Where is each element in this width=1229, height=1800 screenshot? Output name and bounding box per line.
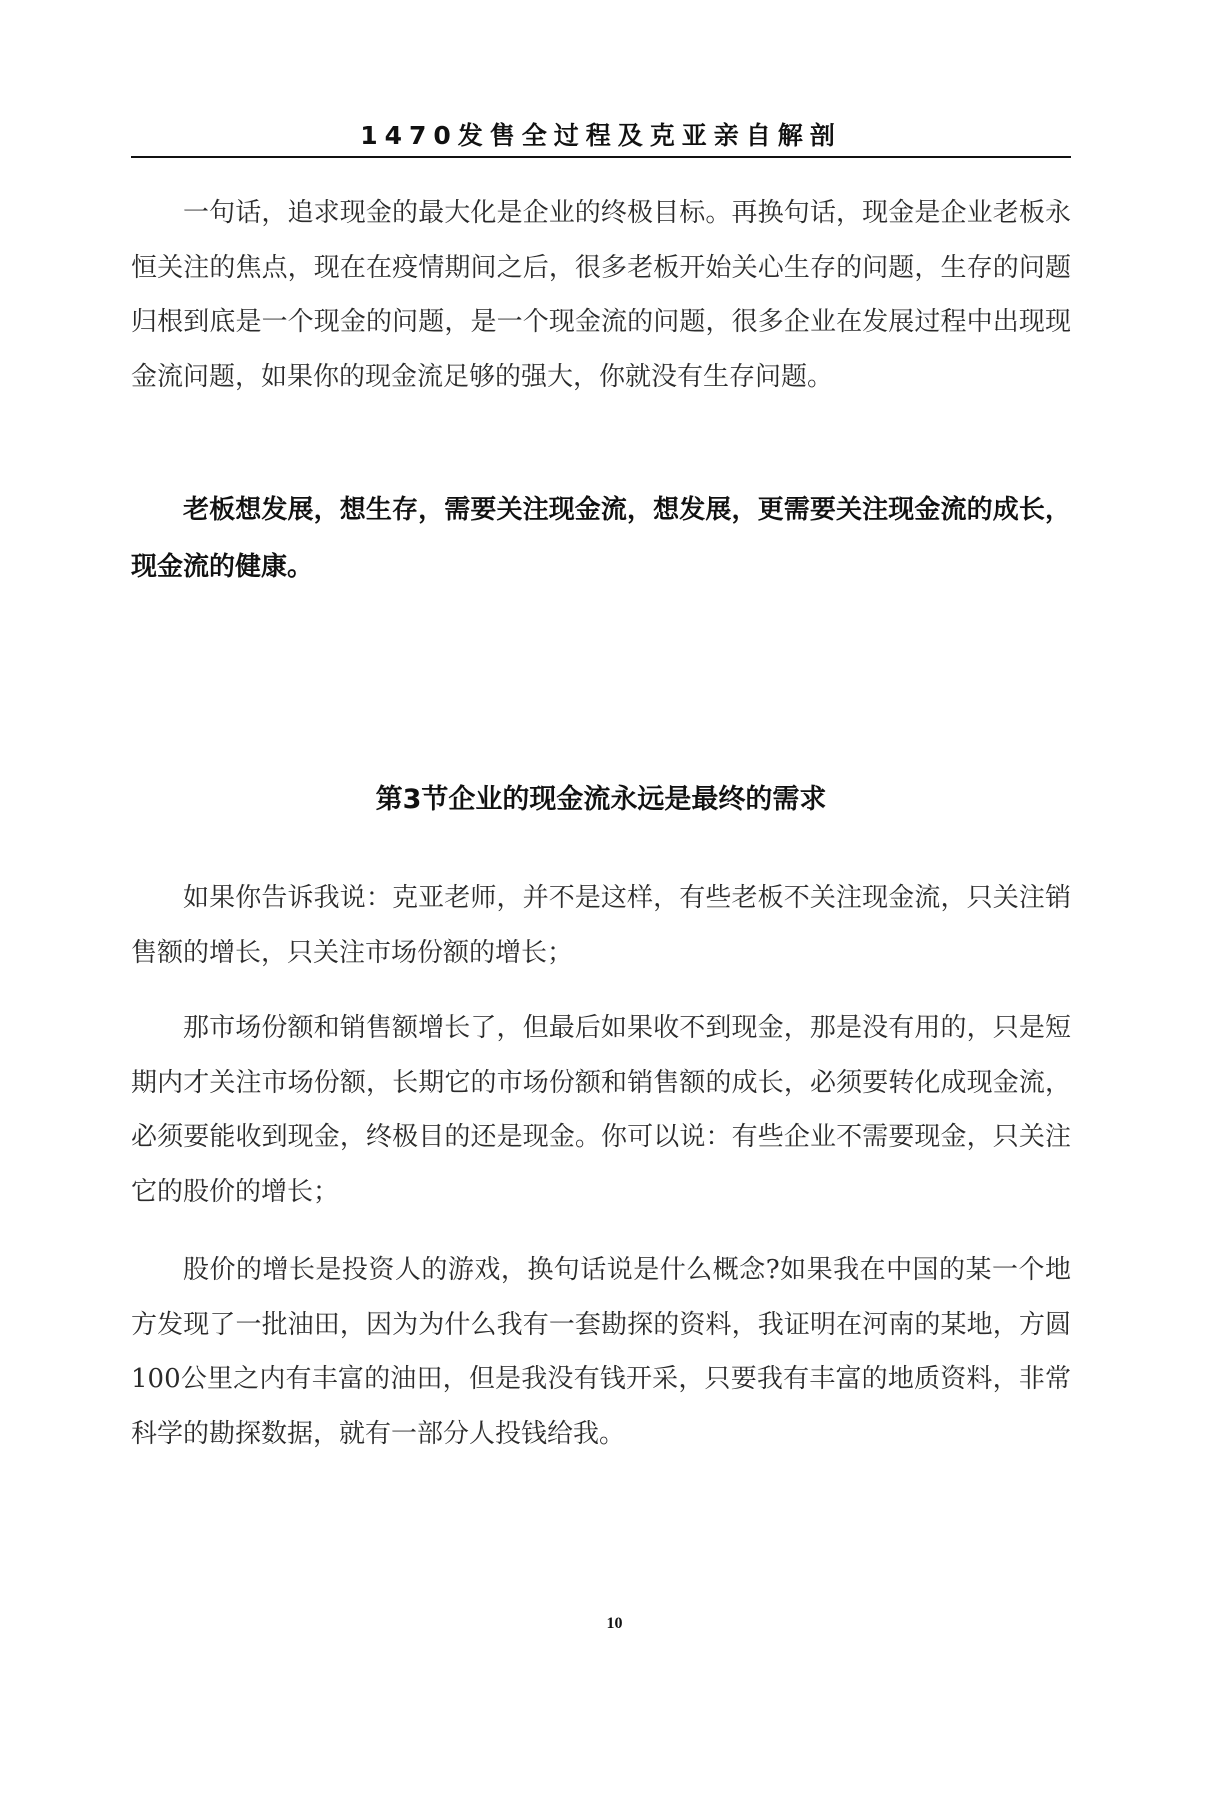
section-paragraph-3: 股价的增长是投资人的游戏，换句话说是什么概念?如果我在中国的某一个地方发现了一批油田，因为为什么我有一套勘探的资料，我证明在河南的某地，方圆100公里之内有丰富的油田，但是我没有钱开采，只要我有丰富的地质资料，非常科学的勘探数据，就有一部分人投钱给我。 <box>131 1255 1071 1449</box>
document-title: 1470发售全过程及克亚亲自解剖 <box>360 121 842 150</box>
page-number: 10 <box>606 1615 623 1632</box>
section-paragraph-2: 那市场份额和销售额增长了，但最后如果收不到现金，那是没有用的，只是短期内才关注市场份额，长期它的市场份额和销售额的成长，必须要转化成现金流，必须要能收到现金，终极目的还是现金。你可以说：有些企业不需要现金，只关注它的股价的增长； <box>131 1013 1071 1207</box>
intro-paragraph: 一句话，追求现金的最大化是企业的终极目标。再换句话，现金是企业老板永恒关注的焦点，现在在疫情期间之后，很多老板开始关心生存的问题，生存的问题归根到底是一个现金的问题，是一个现金流的问题，很多企业在发展过程中出现现金流问题，如果你的现金流足够的强大，你就没有生存问题。 <box>131 198 1071 392</box>
key-point-paragraph: 老板想发展，想生存，需要关注现金流，想发展，更需要关注现金流的成长，现金流的健康。 <box>131 495 1071 582</box>
section-paragraph-1: 如果你告诉我说：克亚老师，并不是这样，有些老板不关注现金流，只关注销售额的增长，只关注市场份额的增长； <box>131 883 1071 968</box>
section-title: 第3节企业的现金流永远是最终的需求 <box>375 784 827 815</box>
page-header <box>131 122 1071 158</box>
